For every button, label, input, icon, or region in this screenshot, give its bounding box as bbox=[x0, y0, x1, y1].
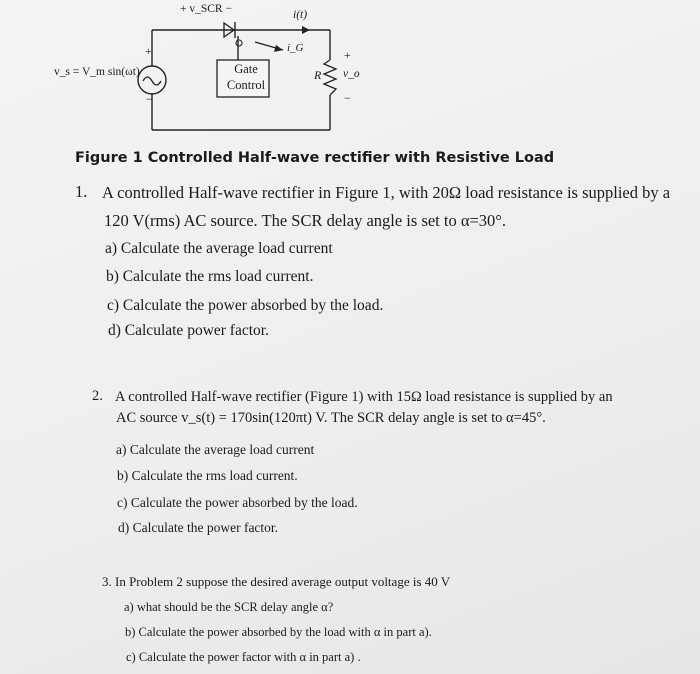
gate-current-label: i_G bbox=[287, 42, 304, 54]
problem3-part-a: a) what should be the SCR delay angle α? bbox=[124, 600, 334, 614]
gate-control-line1: Gate bbox=[234, 62, 258, 76]
problem3-line1: 3. In Problem 2 suppose the desired average output voltage is 40 V bbox=[102, 574, 451, 589]
gate-control-line2: Control bbox=[226, 78, 266, 92]
output-label: v_o bbox=[343, 68, 360, 80]
problem1-number: 1. bbox=[75, 182, 88, 201]
problem2-line2: AC source v_s(t) = 170sin(120πt) V. The SCR delay angle is set to α=45°. bbox=[116, 410, 546, 426]
problem1-line1: A controlled Half-wave rectifier in Figure 1, with 20Ω load resistance is supplied by a bbox=[102, 183, 671, 202]
figure-caption: Figure 1 Controlled Half-wave rectifier with Resistive Load bbox=[75, 150, 555, 166]
resistor-label: R bbox=[314, 68, 322, 82]
problem1-part-d: d) Calculate power factor. bbox=[108, 322, 269, 339]
vscr-label: + v_SCR − bbox=[180, 3, 232, 15]
problem1-part-c: c) Calculate the power absorbed by the load. bbox=[107, 297, 384, 314]
problem1-line2: 120 V(rms) AC source. The SCR delay angle is set to α=30°. bbox=[104, 211, 507, 230]
output-plus: + bbox=[344, 48, 351, 62]
problem3-part-b: b) Calculate the power absorbed by the load with α in part a). bbox=[125, 625, 432, 639]
source-plus: + bbox=[145, 44, 152, 58]
problem2-part-b: b) Calculate the rms load current. bbox=[117, 468, 298, 483]
source-label: v_s = V_m sin(ωt) bbox=[54, 66, 140, 78]
output-minus: − bbox=[344, 91, 351, 105]
problem1-part-a: a) Calculate the average load current bbox=[105, 240, 333, 257]
problem1-part-b: b) Calculate the rms load current. bbox=[106, 268, 314, 285]
problem2-part-a: a) Calculate the average load current bbox=[116, 442, 315, 457]
resistor bbox=[324, 60, 336, 95]
problem2-part-c: c) Calculate the power absorbed by the load. bbox=[117, 495, 358, 510]
scr-symbol bbox=[224, 22, 242, 46]
problem2-number: 2. bbox=[92, 388, 103, 404]
current-arrow bbox=[302, 26, 310, 34]
problem2-line1: A controlled Half-wave rectifier (Figure 1) with 15Ω load resistance is supplied by an bbox=[115, 389, 613, 405]
problem2-part-d: d) Calculate the power factor. bbox=[118, 520, 279, 535]
current-label: i(t) bbox=[293, 9, 308, 21]
problem3-part-c: c) Calculate the power factor with α in part a) . bbox=[126, 650, 361, 664]
ac-source bbox=[138, 66, 166, 94]
source-minus: − bbox=[146, 92, 153, 106]
